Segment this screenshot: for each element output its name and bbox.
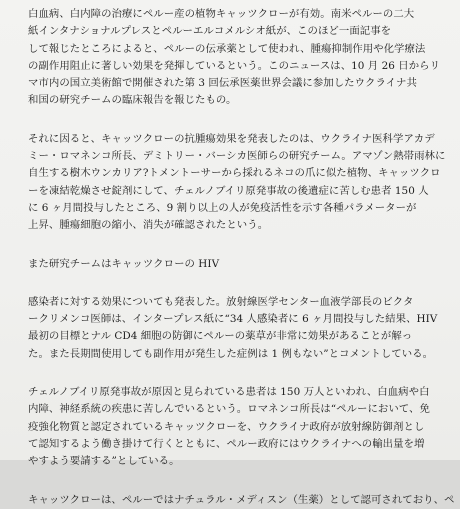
paragraph-hiv-effect [28, 294, 446, 363]
text-line: ークリメンコ医師は、インタープレス紙に“34 人感染者に 6 ヶ月間投与した結果、HIV [28, 313, 438, 326]
text-line: た。また長期間使用しても副作用が発生した症例は 1 例もない”とコメントしている。 [28, 347, 434, 360]
text-line: 和国の研究チームの臨床報告を報じたもの。 [28, 94, 237, 107]
article-body [28, 6, 455, 509]
text-line: て認知するよう働き掛けて行くとともに、ペルー政府にはウクライナへの輸出量を増 [28, 437, 425, 450]
paragraph-gap [28, 363, 446, 384]
text-line: 上昇、腫瘍細胞の縮小、消失が確認されたという。 [28, 219, 269, 232]
paragraph-gap [28, 110, 446, 131]
paragraph-research-team [28, 131, 446, 235]
paragraph-natural-medicine [28, 492, 455, 509]
text-line: ミー・ロマネンコ所長、デミトリー・バーシカ医師らの研究チーム。アマゾン熱帯雨林に [28, 150, 446, 163]
text-line: また研究チームはキャッツクローの HIV [28, 257, 220, 270]
text-line: 紙インタナショナルプレスとペルーエルコメルシオ紙が、このほど一面記事を [28, 25, 392, 38]
text-line: して報じたところによると、ペルーの伝承薬として使われ、腫瘍抑制作用や化学療法 [28, 42, 426, 55]
paragraph-gap [28, 471, 446, 492]
paragraph-gap [28, 273, 446, 294]
text-line: 自生する樹木ウンカリア?トメントーサーから採れるネコの爪に似た植物、キャッツクロ [28, 167, 441, 180]
text-line: に 6 ヶ月間投与したところ、9 割り以上の人が免疫活性を示す各種パラメーターが [28, 201, 417, 214]
text-line: それに因ると、キャッツクローの抗腫瘍効果を発表したのは、ウクライナ医科学アカデ [28, 132, 435, 145]
text-line: 感染者に対する効果についても発表した。放射線医学センター血液学部長のビクタ [28, 295, 414, 308]
text-line: マ市内の国立美術館で開催された第 3 回伝承医薬世界会議に参加したウクライナ共 [28, 77, 417, 90]
text-line: キャッツクローは、ペルーではナチュラル・メディスン（生薬）として認可されており、ペ [28, 493, 455, 506]
text-line: ーを凍結乾燥させ錠剤にして、チェルノブイリ原発事故の後遺症に苦しむ患者 150 人 [28, 184, 429, 197]
text-line: 疫強化物質と認定されているキャッツクローを、ウクライナ政府が放射線防御剤とし [28, 420, 425, 433]
text-line: やすよう要請する”としている。 [28, 455, 180, 468]
paragraph-intro [28, 6, 446, 110]
text-line: の副作用阻止に著しい効果を発揮しているという。このニュースは、10 月 26 日からリ [28, 59, 441, 72]
text-line: チェルノブイリ原発事故が原因と見られている患者は 150 万人といわれ、白血病や白 [28, 386, 430, 399]
text-line: 最初の目標とナル CD4 細胞の防御にペルーの薬草が非常に効果があることが解っ [28, 330, 413, 343]
text-line: 内障、神経系統の疾患に苦しんでいるという。ロマネンコ所長は“ペルーにおいて、免 [28, 403, 430, 416]
text-line: 白血病、白内障の治療にペルー産の植物キャッツクローが有効。南米ペルーの二大 [28, 8, 415, 20]
paragraph-hiv-heading [28, 256, 446, 273]
paragraph-gap [28, 235, 446, 256]
paragraph-chernobyl [28, 384, 446, 470]
